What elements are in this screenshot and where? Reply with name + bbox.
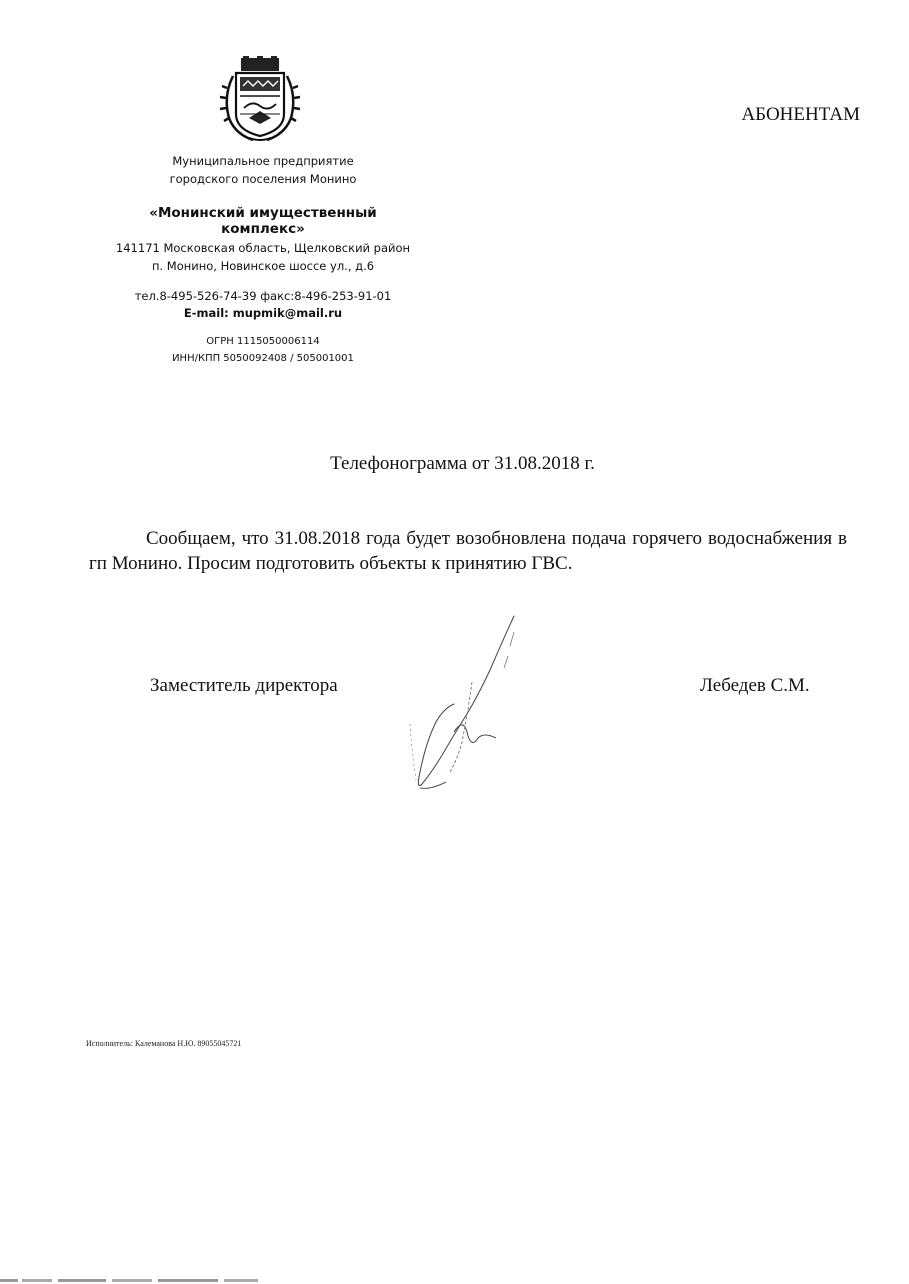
organization-settlement: городского поселения Монино [169,172,357,186]
organization-name: «Монинский имущественный комплекс» [149,205,377,237]
recipient: АБОНЕНТАМ [741,104,860,125]
document-title: Телефонограмма от 31.08.2018 г. [330,453,595,474]
executor-note: Исполнитель: Калеманова Н.Ю. 89055045721 [86,1039,242,1048]
address-line-1: 141171 Московская область, Щелковский район [115,241,411,255]
email-address: E-mail: mupmik@mail.ru [183,306,343,320]
address-line-2: п. Монино, Новинское шоссе ул., д.6 [151,259,375,273]
ogrn-number: ОГРН 1115050006114 [206,336,320,347]
phone-fax: тел.8-495-526-74-39 факс:8-496-253-91-01 [134,289,392,303]
organization-type: Муниципальное предприятие [172,154,354,168]
scan-artifact [0,1276,330,1284]
handwritten-signature-icon [402,612,534,798]
message-body: Сообщаем, что 31.08.2018 года будет возобновлена подача горячего водоснабжения в гп Монино. Просим подготовить объекты к принятию ГВС. [89,528,847,574]
coat-of-arms-icon [219,56,301,142]
signer-position: Заместитель директора [150,675,338,696]
signer-name: Лебедев С.М. [700,675,810,696]
inn-kpp-number: ИНН/КПП 5050092408 / 505001001 [172,353,354,364]
